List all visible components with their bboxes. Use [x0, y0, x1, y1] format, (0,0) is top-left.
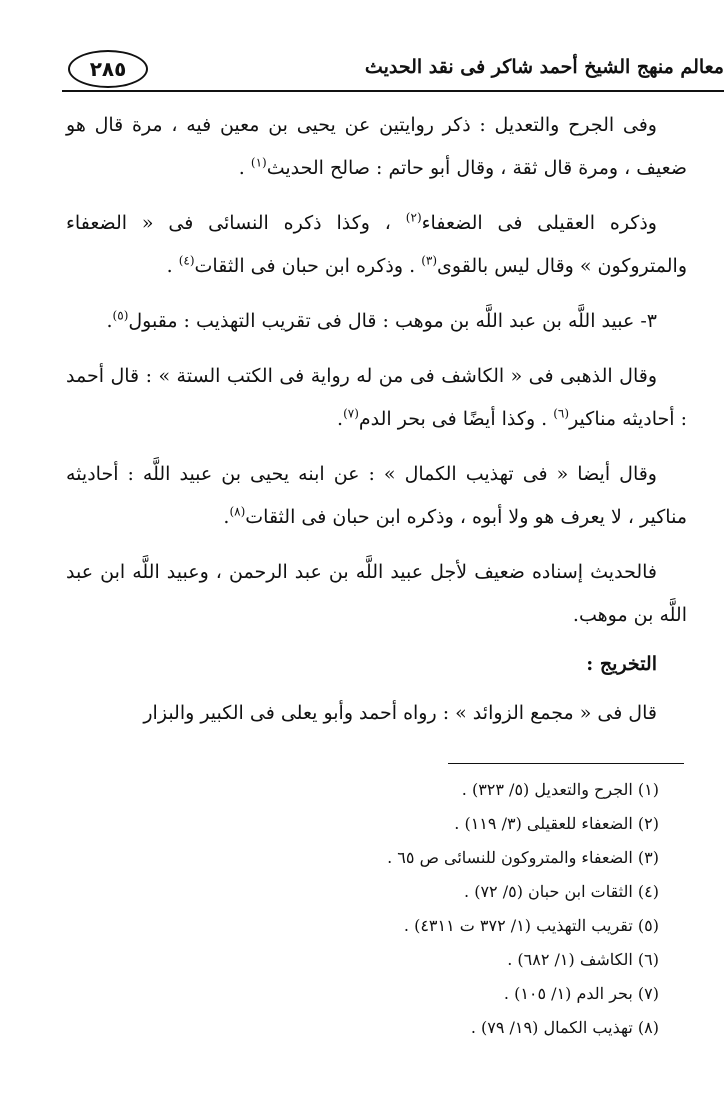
paragraph-text: . [337, 408, 344, 430]
footnote-rule [448, 763, 684, 764]
paragraph-text: وذكره العقيلى فى الضعفاء [421, 212, 657, 234]
paragraph-3 [66, 300, 687, 343]
paragraph-text: . [223, 506, 230, 528]
footnote-ref: (٦) [553, 406, 570, 421]
paragraph-text: . وكذا أيضًا فى بحر الدم [358, 408, 554, 430]
paragraph-text: وقال الذهبى فى « الكاشف فى من له رواية فى الكتب الستة » : قال أحمد : أحاديثه مناكير [66, 365, 687, 430]
footnote-8: (٨) تهذيب الكمال (١٩/ ٧٩) . [470, 1018, 659, 1037]
paragraph-4 [66, 355, 687, 441]
footnote-ref: (٤) [178, 253, 195, 268]
paragraph-text: . [166, 255, 179, 277]
page-number: ٢٨٥ [68, 50, 148, 88]
paragraph-6: فالحديث إسناده ضعيف لأجل عبيد اللَّه بن عبد الرحمن ، وعبيد اللَّه ابن عبد اللَّه بن موهب. [66, 561, 687, 626]
footnote-1: (١) الجرح والتعديل (٥/ ٣٢٣) . [461, 780, 659, 799]
footnote-ref: (٣) [421, 253, 438, 268]
page-header [62, 48, 724, 94]
section-heading: التخريج : [586, 653, 657, 675]
paragraph-text: وفى الجرح والتعديل : ذكر روايتين عن يحيى بن معين فيه ، مرة قال هو ضعيف ، ومرة قال ثقة ، وقال أبو حاتم : صالح الحديث [66, 114, 687, 179]
footnote-ref: (٥) [112, 308, 129, 323]
footnote-2: (٢) الضعفاء للعقيلى (٣/ ١١٩) . [454, 814, 659, 833]
footnote-ref: (٨) [229, 504, 246, 519]
paragraph-7: قال فى « مجمع الزوائد » : رواه أحمد وأبو يعلى فى الكبير والبزار [143, 702, 657, 724]
footnote-ref: (٧) [343, 406, 359, 421]
footnote-5: (٥) تقريب التهذيب (١/ ٣٧٢ ت ٤٣١١) . [403, 916, 659, 935]
footnotes [80, 773, 659, 1045]
paragraph-text: . [238, 157, 251, 179]
paragraph-text: ٣- عبيد اللَّه بن عبد اللَّه بن موهب : قال فى تقريب التهذيب : مقبول [128, 310, 657, 332]
paragraph-5 [66, 453, 687, 539]
paragraph-text: ، وكذا ذكره النسائى فى « الضعفاء والمتروكون » وقال ليس بالقوى [66, 212, 687, 277]
running-title: معالم منهج الشيخ أحمد شاكر فى نقد الحديث [364, 56, 724, 78]
footnote-6: (٦) الكاشف (١/ ٦٨٢) . [507, 950, 659, 969]
paragraph-1 [66, 104, 687, 190]
footnote-ref: (٢) [405, 210, 422, 225]
paragraph-2 [66, 202, 687, 288]
header-rule [62, 90, 724, 92]
footnote-ref: (١) [250, 155, 267, 170]
paragraph-text: وقال أيضا « فى تهذيب الكمال » : عن ابنه يحيى بن عبيد اللَّه : أحاديثه مناكير ، لا يعرف هو ولا أبوه ، وذكره ابن حبان فى الثقات [66, 463, 687, 528]
footnote-3: (٣) الضعفاء والمتروكون للنسائى ص ٦٥ . [387, 848, 659, 867]
paragraph-text: . [106, 310, 113, 332]
footnote-7: (٧) بحر الدم (١/ ١٠٥) . [503, 984, 659, 1003]
footnote-4: (٤) الثقات ابن حبان (٥/ ٧٢) . [464, 882, 659, 901]
paragraph-text: . وذكره ابن حبان فى الثقات [194, 255, 422, 277]
main-text [66, 104, 687, 747]
